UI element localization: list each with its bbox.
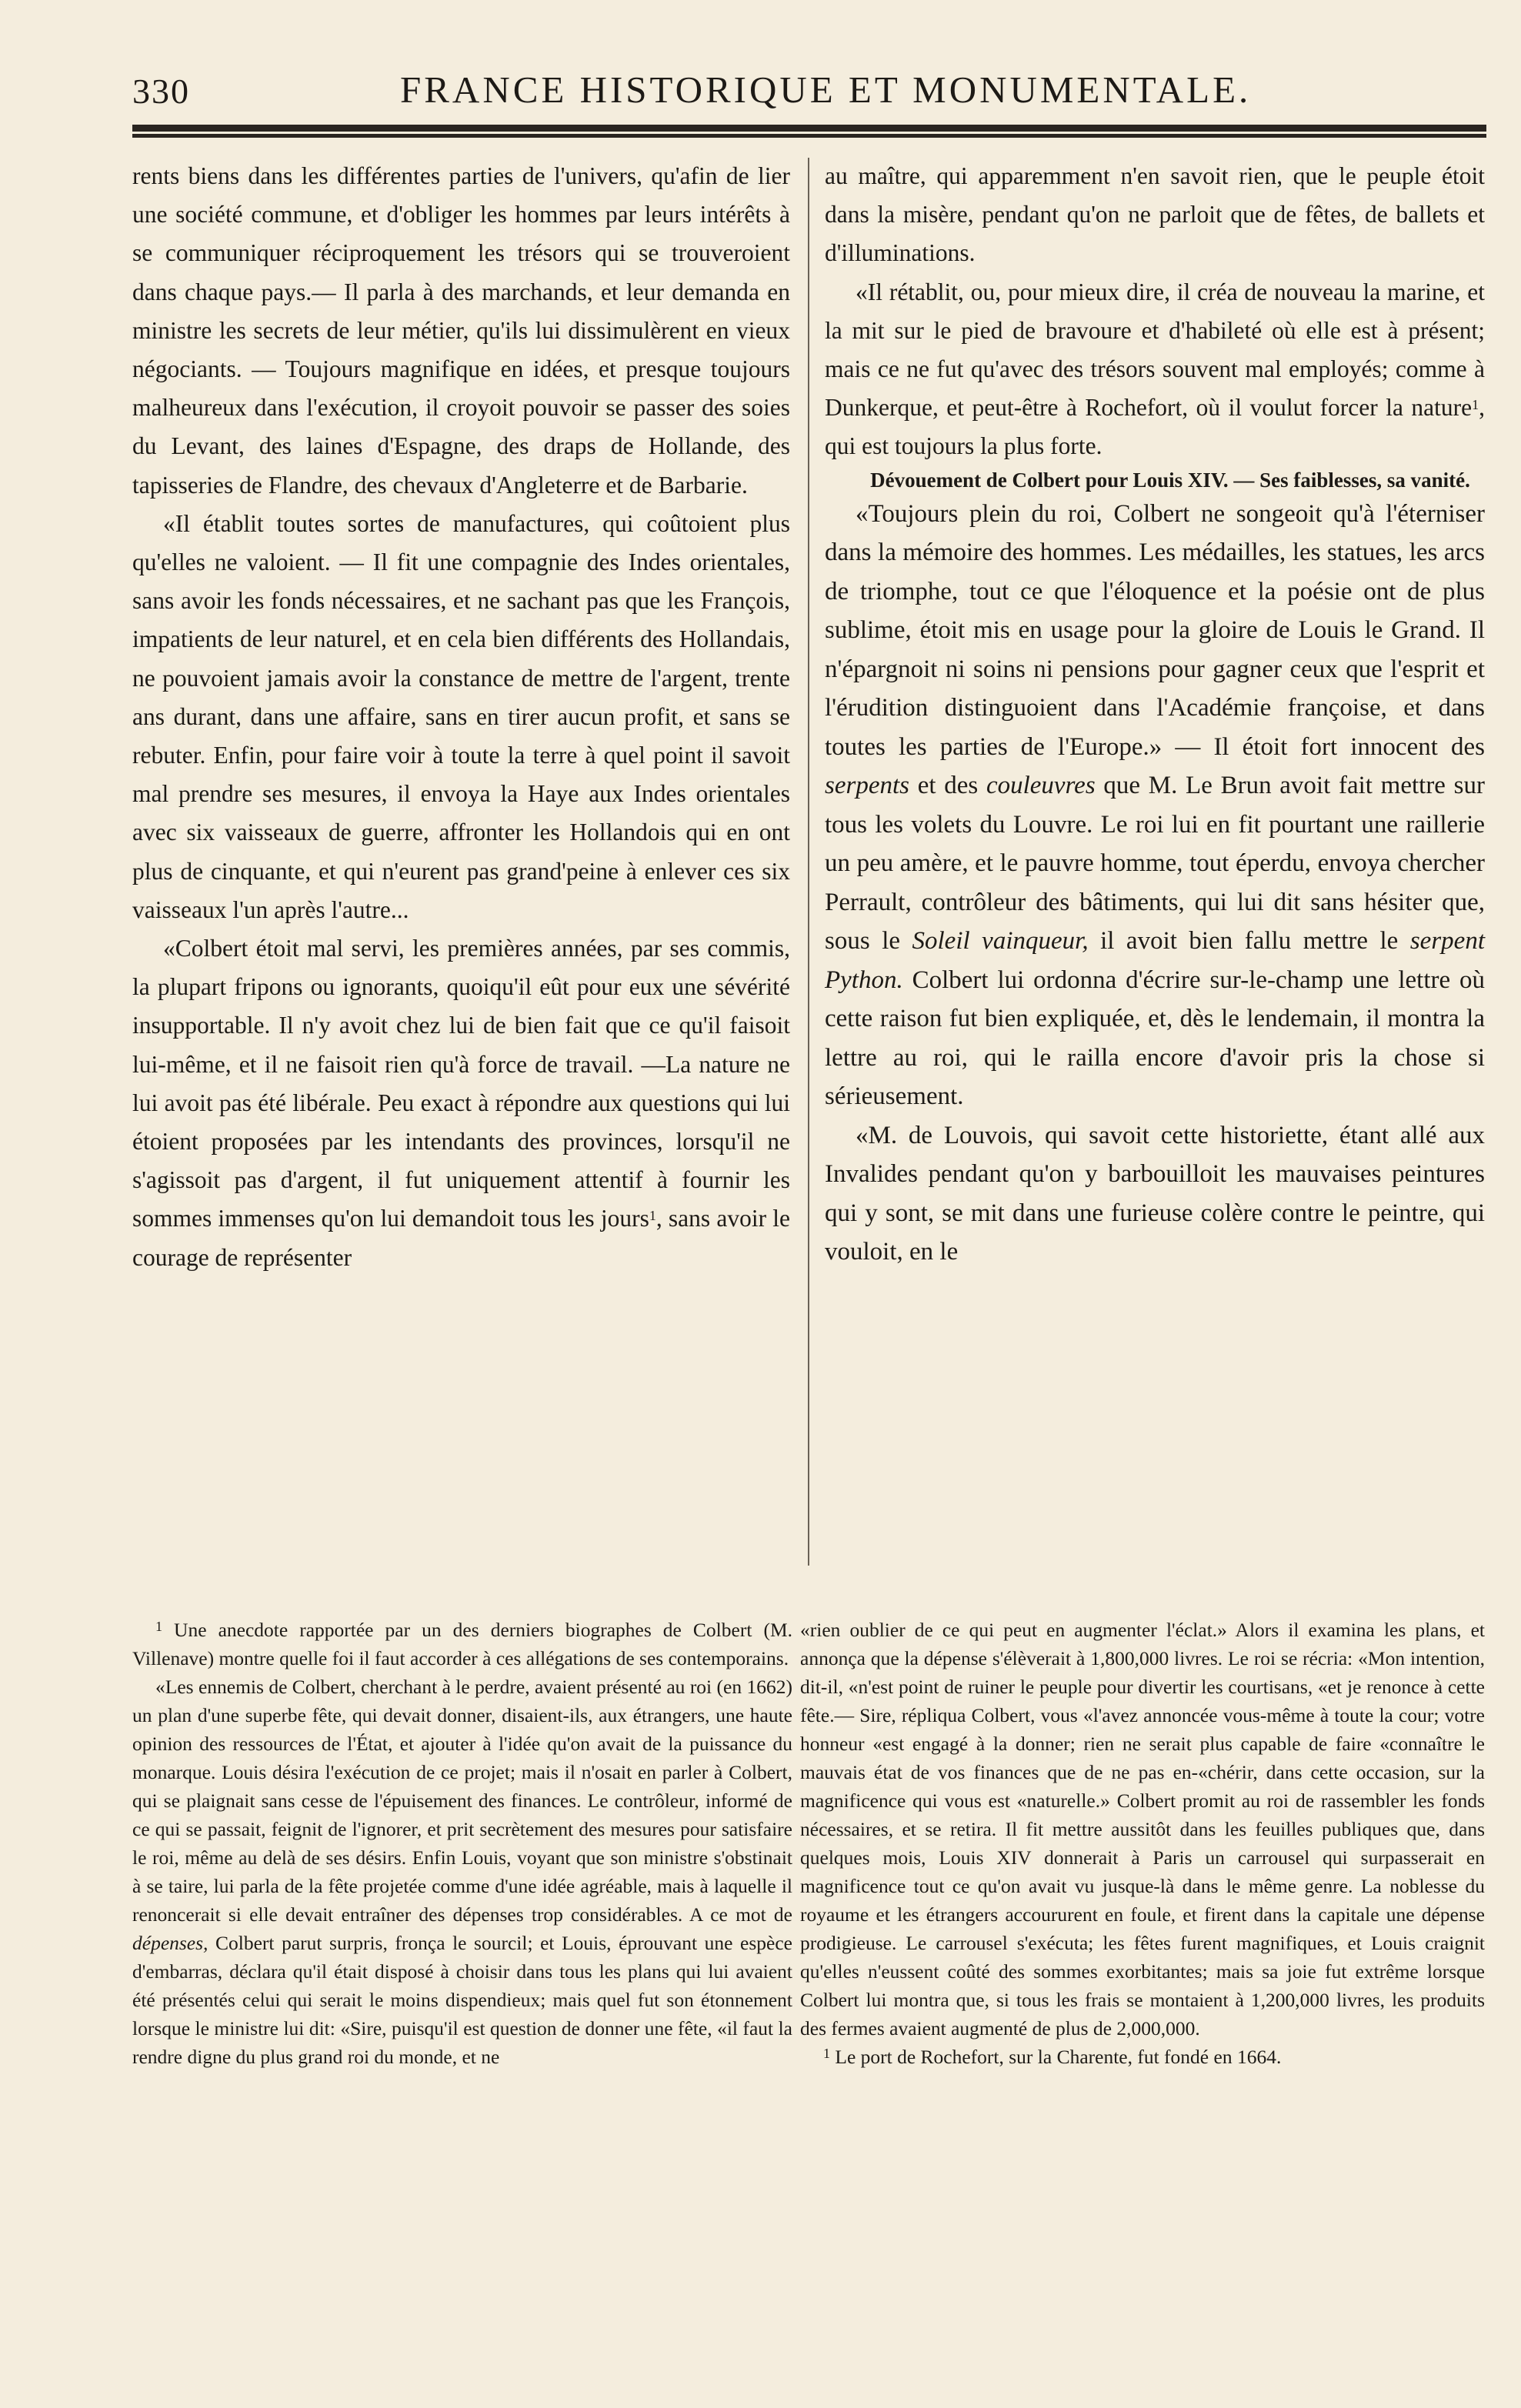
footnote bbox=[132, 1673, 792, 2071]
footnote bbox=[800, 2043, 1485, 2071]
paragraph-text: «Toujours plein du roi, Colbert ne songeoit qu'à l'éterniser dans la mémoire des hommes. Les médailles, les statues, les arcs de triomphe, tout ce que l'éloquence et la poésie ont de plus sublime, étoit mis en usage pour la gloire de Louis le Grand. Il n'épargnoit ni soins ni pensions pour gagner ceux que l'esprit et l'érudition distinguoient dans l'Académie françoise, et dans toutes les parties de l'Europe.» — Il étoit fort innocent des bbox=[825, 499, 1485, 761]
italic-term: serpent Python. bbox=[825, 927, 1485, 994]
footnote-text: «Les ennemis de Colbert, cherchant à le perdre, avaient présenté au roi (en 1662) un plan d'une superbe fête, qui devait donner, disaient-ils, aux étrangers, une haute opinion des ressources de l'État, et ajouter à l'idée qu'on avait de la puissance du monarque. Louis désira l'exécution de ce projet; mais il n'osait en parler à Colbert, qui se plaignait sans cesse de l'épuisement des finances. Le contrôleur, informé de ce qui se passait, feignit de l'ignorer, et prit secrètement des mesures pour satisfaire le roi, même au delà de ses désirs. Enfin Louis, voyant que son ministre s'obstinait à se taire, lui parla de la fête projetée comme d'une idée agréable, mais à laquelle il renoncerait si elle devait entraîner des dépenses trop considérables. A ce mot de bbox=[132, 1676, 792, 1926]
italic-term: dépenses, bbox=[132, 1932, 208, 1954]
paragraph-text: il avoit bien fallu mettre le bbox=[1088, 927, 1410, 956]
paragraph-text: «Colbert étoit mal servi, les premières années, par ses commis, la plupart fripons ou ignorants, quoiqu'il eût pour eux une sévérité insupportable. Il n'y avoit chez lui de bien fait que ce qu'il faisoit lui-même, et il ne faisoit rien qu'à force de travail. —La nature ne lui avoit pas été libérale. Peu exact à répondre aux questions qui lui étoient proposées par les intendants des provinces, lorsqu'il ne s'agissoit pas d'argent, il fut uniquement attentif à fournir les sommes immenses qu'on lui demandoit tous les jours bbox=[132, 935, 790, 1232]
footnote-marker: 1 bbox=[649, 1208, 656, 1224]
paragraph: «M. de Louvois, qui savoit cette historiette, étant allé aux Invalides pendant qu'on y barbouilloit les mauvaises peintures qui y sont, se mit dans une furieuse colère contre le peintre, qui vouloit, en le bbox=[825, 1121, 1485, 1266]
footnotes-right bbox=[800, 1616, 1485, 2071]
column-divider bbox=[808, 158, 809, 1566]
footnotes-left bbox=[132, 1616, 792, 2071]
paragraph bbox=[132, 929, 790, 1277]
paragraph: «Il établit toutes sortes de manufactures, qui coûtoient plus qu'elles ne valoient. — Il fit une compagnie des Indes orientales, sans avoir les fonds nécessaires, et ne sachant pas que les François, impatients de leur naturel, et en cela bien différents des Hollandais, ne pouvoient jamais avoir la constance de mettre de l'argent, trente ans durant, dans une affaire, sans en tirer aucun profit, et sans se rebuter. Enfin, pour faire voir à toute la terre à quel point il savoit mal prendre ses mesures, il envoya la Haye aux Indes orientales avec six vaisseaux de guerre, affronter les Hollandois qui en ont plus de cinquante, et qui n'eurent pas grand'peine à enlever ces six vaisseaux l'un après l'autre... bbox=[132, 509, 790, 923]
paragraph-text: que M. Le Brun avoit fait mettre sur tous les volets du Louvre. Le roi lui en fit pourtant une raillerie un peu amère, et le pauvre homme, tout éperdu, envoya chercher Perrault, contrôleur des bâtiments, qui lui dit sans hésiter que, sous le bbox=[825, 772, 1485, 956]
paragraph-text: , sans avoir le courage de représenter bbox=[132, 1205, 790, 1271]
footnote-marker: 1 bbox=[823, 2046, 830, 2061]
running-title: FRANCE HISTORIQUE ET MONUMENTALE. bbox=[400, 68, 1252, 111]
paragraph: au maître, qui apparemment n'en savoit rien, que le peuple étoit dans la misère, pendant qu'on ne parloit que de fêtes, de ballets et d'illuminations. bbox=[825, 162, 1485, 267]
footnote-text: Colbert parut surpris, fronça le sourcil; et Louis, éprouvant une espèce d'embarras, déclara qu'il était disposé à choisir dans tous les plans qui lui avaient été présentés celui qui serait le moins dispendieux; mais quel fut son étonnement lorsque le ministre lui dit: «Sire, puisqu'il est question de donner une fête, «il faut la rendre digne du plus grand roi du monde, et ne bbox=[132, 1932, 792, 2068]
footnote-marker: 1 bbox=[155, 1619, 162, 1634]
paragraph-text: , qui est toujours la plus forte. bbox=[825, 394, 1485, 460]
footnote bbox=[132, 1616, 792, 1673]
left-column bbox=[132, 157, 790, 1580]
italic-term: couleuvres bbox=[986, 772, 1096, 800]
paragraph-text: et des bbox=[909, 772, 986, 800]
paragraph bbox=[825, 273, 1485, 466]
paragraph: rents biens dans les différentes parties de l'univers, qu'afin de lier une société commune, et d'obliger les hommes par leurs intérêts à se communiquer réciproquement les trésors qui se trouveroient dans chaque pays.— Il parla à des marchands, et leur demanda en ministre les secrets de leur métier, qu'ils lui dissimulèrent en vieux négociants. — Toujours magnifique en idées, et presque toujours malheureux dans l'exécution, il croyoit pouvoir se passer des soies du Levant, des laines d'Espagne, des draps de Hollande, des tapisseries de Flandre, des chevaux d'Angleterre et de Barbarie. bbox=[132, 162, 790, 499]
italic-term: Soleil vainqueur, bbox=[912, 927, 1089, 956]
header-rule bbox=[132, 125, 1486, 134]
paragraph bbox=[825, 495, 1485, 1116]
italic-term: serpents bbox=[825, 772, 909, 800]
footnote: «rien oublier de ce qui peut en augmenter l'éclat.» Alors il examina les plans, et annonça que la dépense s'élèverait à 1,800,000 livres. Le roi se récria: «Mon intention, dit-il, «n'est point de ruiner le peuple pour divertir les courtisans, «et je renonce à cette fête.— Sire, répliqua Colbert, vous «l'avez annoncée vous-même à toute la cour; votre honneur «est engagé à la donner; rien ne serait plus capable de faire «connaître le mauvais état de vos finances que de ne pas en-«chérir, dans cette occasion, sur la magnificence qui vous est «naturelle.» Colbert promit au roi de rassembler les fonds nécessaires, et se retira. Il fit mettre aussitôt dans les feuilles publiques que, dans quelques mois, Louis XIV donnerait à Paris un carrousel qui surpasserait en magnificence tout ce qu'on avait vu jusque-là dans le même genre. La noblesse du royaume et les étrangers accoururent en foule, et firent dans la capitale une dépense prodigieuse. Le carrousel s'exécuta; les fêtes furent magnifiques, et Louis craignit qu'elles n'eussent coûté des sommes exorbitantes; mais sa joie fut extrême lorsque Colbert lui montra que, si tous les frais se montaient à 1,200,000 livres, les produits des fermes avaient augmenté de plus de 2,000,000. bbox=[800, 1619, 1485, 2039]
footnote-marker: 1 bbox=[1472, 397, 1479, 413]
paragraph-text: Colbert lui ordonna d'écrire sur-le-champ une lettre où cette raison fut bien expliquée, et, dès le lendemain, il montra la lettre au roi, qui le railla encore d'avoir pris la chose si sérieusement. bbox=[825, 966, 1485, 1111]
section-heading: Dévouement de Colbert pour Louis XIV. — Ses faiblesses, sa vanité. bbox=[870, 468, 1470, 492]
paragraph-text: «Il rétablit, ou, pour mieux dire, il créa de nouveau la marine, et la mit sur le pied de bravoure et d'habileté où elle est à présent; mais ce ne fut qu'avec des trésors souvent mal employés; comme à Dunkerque, et peut-être à Rochefort, où il voulut forcer la nature bbox=[825, 278, 1485, 422]
footnote-text: Une anecdote rapportée par un des derniers biographes de Colbert (M. Villenave) montre quelle foi il faut accorder à ces allégations de ses contemporains. bbox=[132, 1619, 792, 1669]
page-number: 330 bbox=[132, 72, 190, 111]
right-column bbox=[825, 157, 1485, 1580]
footnote-text: Le port de Rochefort, sur la Charente, fut fondé en 1664. bbox=[830, 2046, 1282, 2068]
